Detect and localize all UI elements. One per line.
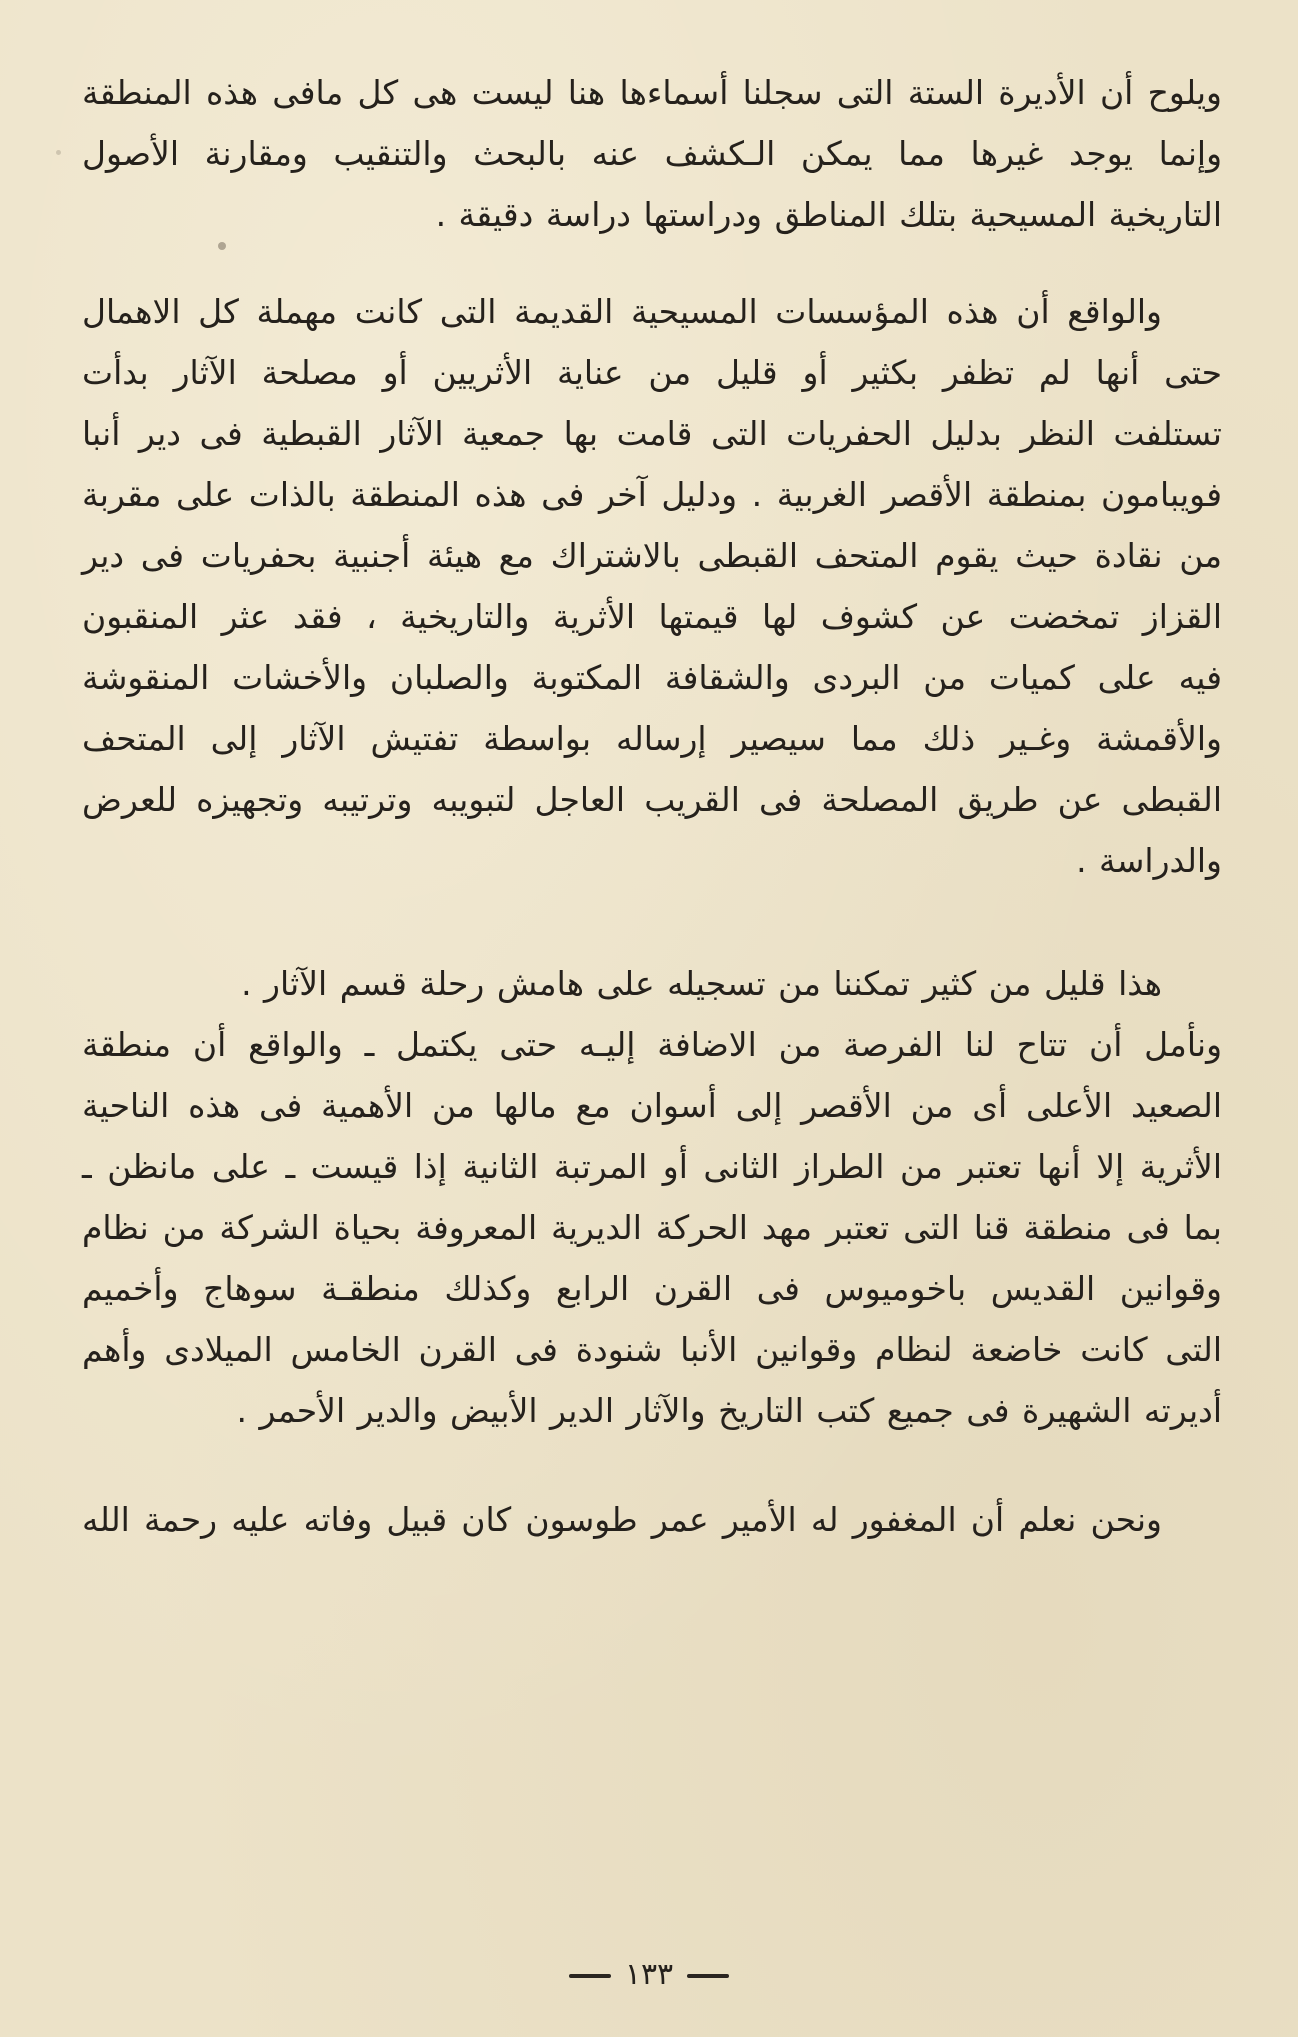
text-line: والواقع أن هذه المؤسسات المسيحية القديمة التى كانت مهملة كل الاهمال [82, 292, 1162, 331]
page-number-text: ١٣٣ [624, 1957, 674, 1992]
paper-speck [56, 150, 61, 155]
text-line: وإنما يوجد غيرها مما يمكن الـكشف عنه بالبحث والتنقيب ومقارنة الأصول [82, 134, 1222, 173]
paragraph-spacer [82, 245, 1222, 281]
text-line: ويلوح أن الأديرة الستة التى سجلنا أسماءها هنا ليست هى كل مافى هذه المنطقة [82, 73, 1222, 112]
text-line: فويبامون بمنطقة الأقصر الغربية . ودليل آخر فى هذه المنطقة بالذات على مقربة [82, 475, 1222, 514]
paragraph-1 [82, 62, 1222, 245]
text-line: ونحن نعلم أن المغفور له الأمير عمر طوسون كان قبيل وفاته عليه رحمة الله [82, 1500, 1162, 1539]
text-line: وقوانين القديس باخوميوس فى القرن الرابع وكذلك منطقـة سوهاج وأخميم [82, 1269, 1222, 1308]
text-line: القبطى عن طريق المصلحة فى القريب العاجل لتبويبه وترتيبه وتجهيزه للعرض [82, 780, 1222, 819]
text-line: فيه على كميات من البردى والشقافة المكتوبة والصلبان والأخشات المنقوشة [82, 658, 1222, 697]
text-line: من نقادة حيث يقوم المتحف القبطى بالاشتراك مع هيئة أجنبية بحفريات فى دير [82, 536, 1222, 575]
text-line: تستلفت النظر بدليل الحفريات التى قامت بها جمعية الآثار القبطية فى دير أنبا [82, 414, 1222, 453]
text-line: هذا قليل من كثير تمكننا من تسجيله على هامش رحلة قسم الآثار . [241, 964, 1162, 1003]
paragraph-3 [82, 953, 1222, 1441]
folio-dash-left [569, 1974, 611, 1978]
text-line: القزاز تمخضت عن كشوف لها قيمتها الأثرية والتاريخية ، فقد عثر المنقبون [82, 597, 1222, 636]
text-line: بما فى منطقة قنا التى تعتبر مهد الحركة الديرية المعروفة بحياة الشركة من نظام [82, 1208, 1222, 1247]
page-body [82, 62, 1222, 1550]
text-line: الصعيد الأعلى أى من الأقصر إلى أسوان مع مالها من الأهمية فى هذه الناحية [82, 1086, 1222, 1125]
text-line: حتى أنها لم تظفر بكثير أو قليل من عناية الأثريين أو مصلحة الآثار بدأت [82, 353, 1222, 392]
page-number [0, 1957, 1298, 1992]
text-line: والدراسة . [1076, 841, 1222, 880]
paragraph-spacer [82, 891, 1222, 953]
text-line: أديرته الشهيرة فى جميع كتب التاريخ والآثار الدير الأبيض والدير الأحمر . [236, 1391, 1222, 1430]
paragraph-spacer [82, 1441, 1222, 1489]
text-line: التاريخية المسيحية بتلك المناطق ودراستها دراسة دقيقة . [435, 195, 1222, 234]
folio-dash-right [687, 1974, 729, 1978]
text-line: ونأمل أن تتاح لنا الفرصة من الاضافة إليـه حتى يكتمل ـ والواقع أن منطقة [82, 1025, 1222, 1064]
paragraph-4 [82, 1489, 1222, 1550]
text-line: التى كانت خاضعة لنظام وقوانين الأنبا شنودة فى القرن الخامس الميلادى وأهم [82, 1330, 1222, 1369]
text-line: والأقمشة وغـير ذلك مما سيصير إرساله بواسطة تفتيش الآثار إلى المتحف [82, 719, 1222, 758]
paragraph-2 [82, 281, 1222, 891]
text-line: الأثرية إلا أنها تعتبر من الطراز الثانى أو المرتبة الثانية إذا قيست ـ على مانظن ـ [82, 1147, 1222, 1186]
paper-speck [218, 242, 226, 250]
